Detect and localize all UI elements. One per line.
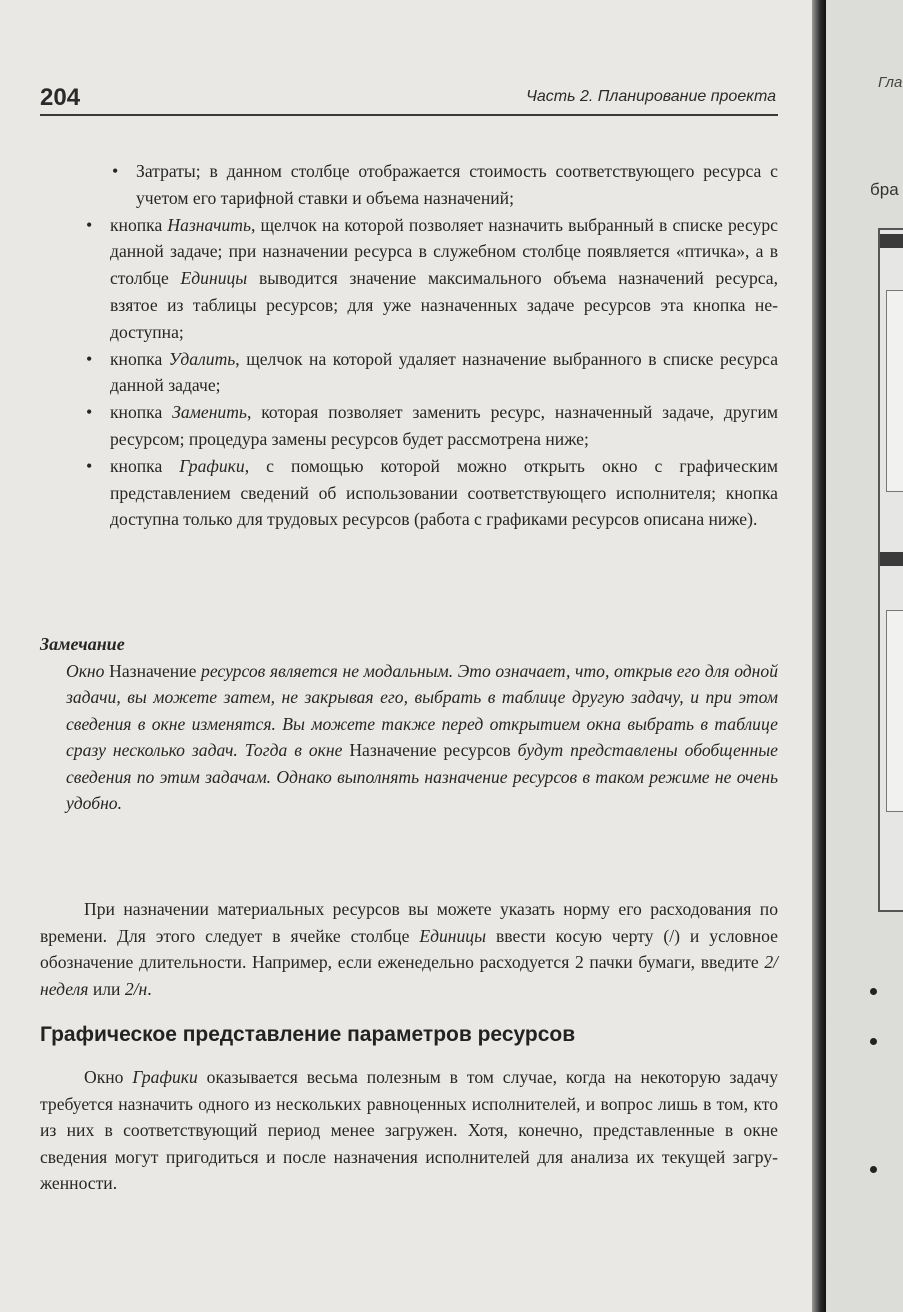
paragraph-material-resources: При назначении материальных ресурсов вы можете указать норму его расходования по времени. Для этого следует в ячейке столбце Единицы ввести косую черту (/) и условное обозначение длительности. Например, если еженедельно расходуется 2 пачки бумаги, введите 2/неделя или 2/н. — [40, 899, 778, 999]
bullet-icon: • — [86, 402, 93, 423]
list-item: • кнопка Заменить, которая позволяет заменить ресурс, назначенный задаче, другим ресурсом; процедура замены ресурсов будет рассмотрена ниже; — [78, 399, 778, 453]
bullet-icon — [870, 1166, 877, 1173]
bullet-icon: • — [112, 161, 119, 181]
note-body: Окно Назначение ресурсов является не модальным. Это означает, что, открыв его для одной задачи, вы можете затем, не закрывая его, выбрать в таблице другую задачу, и при этом сведения в окне изменятся. Вы можете также перед открытием окна выбрать в таблице сразу несколько задач. Тогда в окне Назначение ресурсов будут представлены обобщенные сведения по этим задачам. Однако выполнять назначение ресурсов в таком режиме не очень удобно. — [66, 661, 778, 814]
bullet-icon: • — [86, 455, 93, 476]
button-name-assign: Назначить — [167, 214, 251, 235]
bullet-icon: • — [86, 348, 93, 369]
window-titlebar — [880, 552, 903, 566]
running-title: Часть 2. Планирование проекта — [526, 88, 776, 105]
book-page-right — [826, 0, 903, 1312]
list-item: • кнопка Графики, с помощью которой можно открыть окно с графическим представлением сведений об использовании соответствующего исполнителя; кнопка доступна только для трудовых ресурсов (работа с графиками ресурсов описана ниже). — [78, 453, 778, 533]
note-title: Замечание — [40, 634, 125, 654]
page-number: 204 — [40, 84, 81, 111]
section-heading: Графическое представление параметров ресурсов — [40, 1023, 576, 1046]
right-page-screenshot — [878, 228, 903, 912]
list-item: • Затраты; в данном столбце отображается стоимость соответствующего ресурса с учетом его тарифной ставки и объема назначений; — [78, 158, 778, 212]
bullet-list — [78, 158, 778, 533]
running-head — [40, 84, 778, 116]
bullet-icon: • — [86, 214, 93, 235]
bullet-icon — [870, 988, 877, 995]
paragraph-graphs-window: Окно Графики оказывается весьма полезным в том случае, когда на некоторую задачу требуется назначить одного из нескольких равноценных исполнителей, и вопрос лишь в том, кто из них в соответствующий период менее загружен. Хотя, конечно, представленные в окне сведения могут пригодиться и после назначения исполнителей для анализа их текущей загруженности. — [40, 1067, 778, 1194]
button-name-graphs: Графики — [179, 455, 245, 476]
column-name-units: Единицы — [180, 268, 248, 289]
button-name-replace: Заменить — [172, 402, 247, 423]
window-panel — [886, 610, 903, 812]
right-page-text: бра — [870, 180, 899, 199]
list-item: • кнопка Удалить, щелчок на которой удаляет назначение выбранного в списке ресурса данной задаче; — [78, 346, 778, 400]
book-spine — [812, 0, 826, 1312]
window-titlebar — [880, 234, 903, 248]
list-item: • кнопка Назначить, щелчок на которой позволяет назначить выбранный в списке ресурс данной задаче; при назначении ресурса в служебном столбце появляется «птичка», а в столбце Единицы выводится значение максимального объема назначений ресурса, взятое из таблицы ресурсов; для уже назначенных задаче ресурсов эта кнопка недоступна; — [78, 212, 778, 346]
bullet-icon — [870, 1038, 877, 1045]
window-panel — [886, 290, 903, 492]
right-page-running-head: Гла — [878, 74, 903, 91]
button-name-remove: Удалить — [168, 348, 236, 369]
